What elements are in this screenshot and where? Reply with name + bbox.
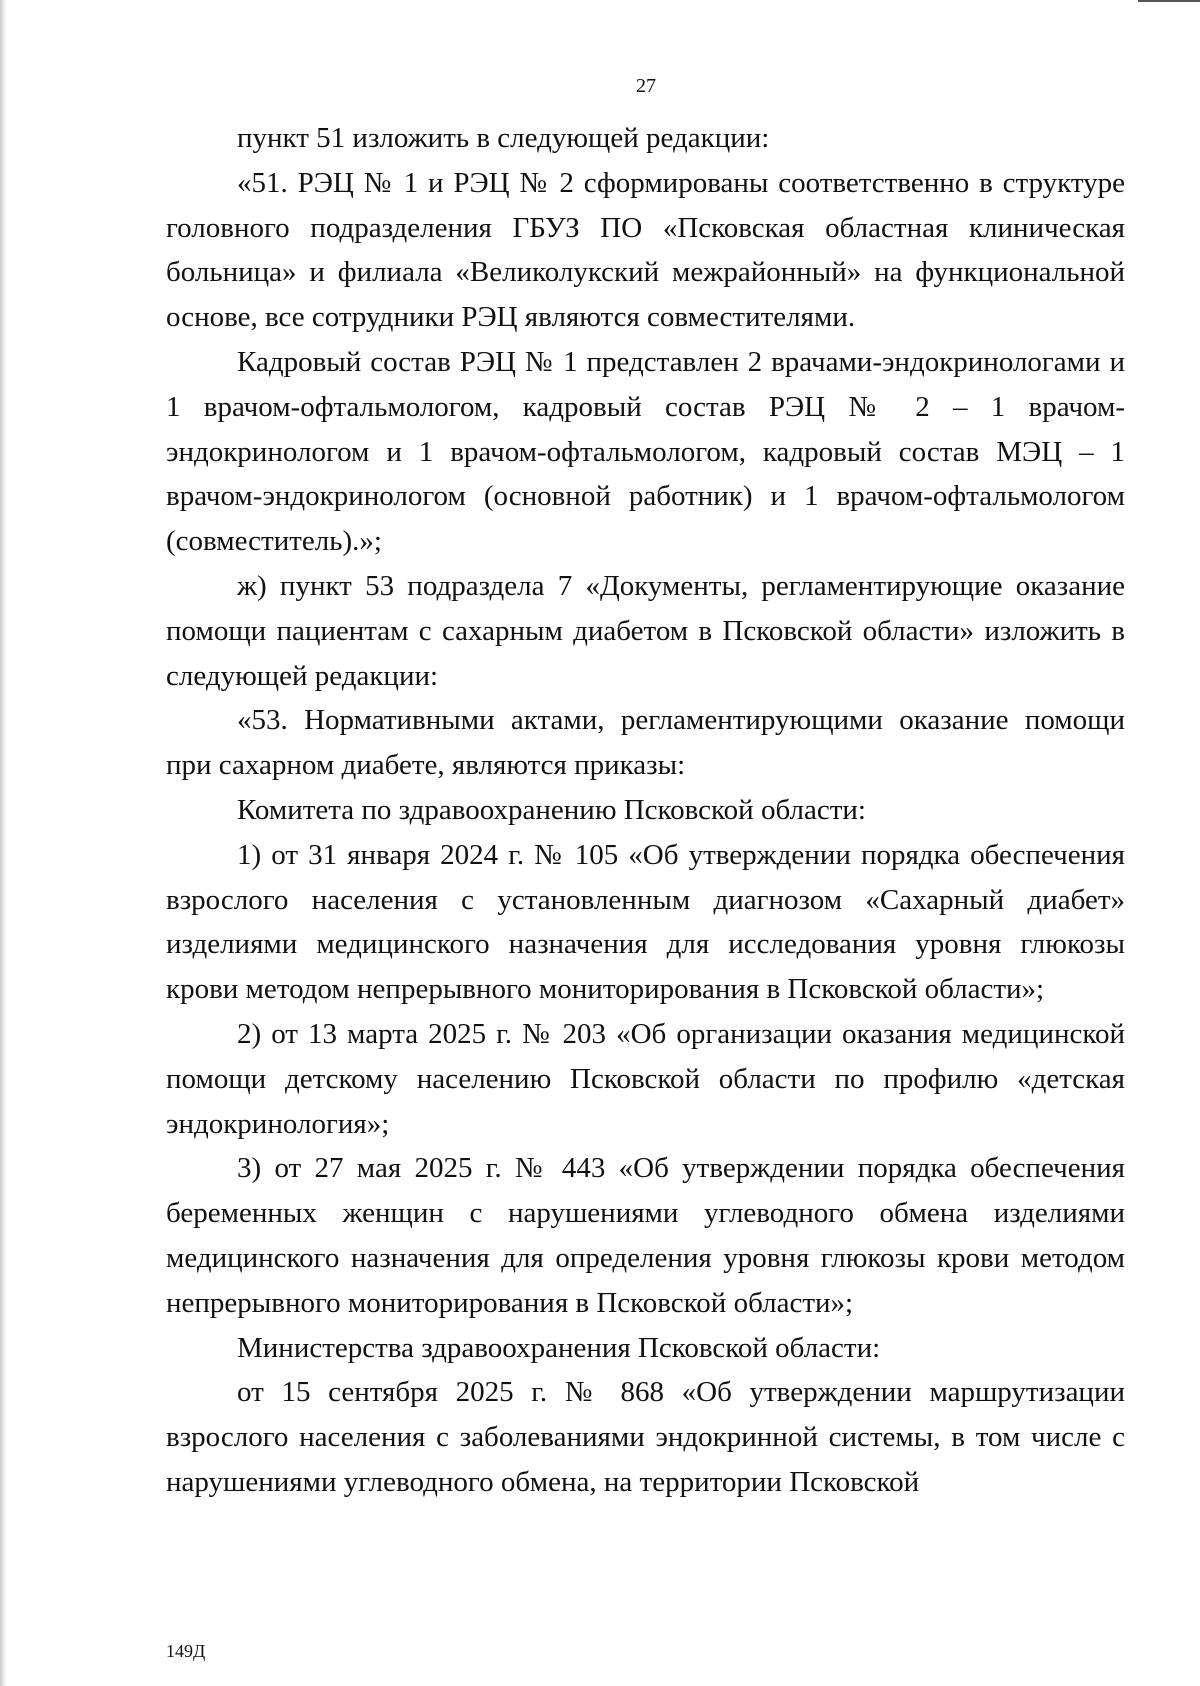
page-number: 27: [636, 75, 656, 97]
top-edge-mark: [1138, 0, 1200, 2]
paragraph: Министерства здравоохранения Псковской области:: [237, 1331, 881, 1364]
paragraph: Кадровый состав РЭЦ № 1 представлен 2 врачами-эндокринологами и 1 врачом-офтальмологом, кадровый состав РЭЦ № 2 – 1 врачом-эндокринологом и 1 врачом-офтальмологом, кадровый состав МЭЦ – 1 врачом-эндокринологом (основной работник) и 1 врачом-офтальмологом (совместитель).»;: [166, 345, 1125, 558]
paragraph: «51. РЭЦ № 1 и РЭЦ № 2 сформированы соответственно в структуре головного подразделения ГБУЗ ПО «Псковская областная клиническая больница» и филиала «Великолукский межрайонный» на функциональной основе, все сотрудники РЭЦ являются совместителями.: [166, 166, 1125, 334]
document-body: [166, 116, 1125, 1505]
paragraph: Комитета по здравоохранению Псковской области:: [237, 793, 866, 826]
paragraph: 1) от 31 января 2024 г. № 105 «Об утверждении порядка обеспечения взрослого населения с установленным диагнозом «Сахарный диабет» изделиями медицинского назначения для исследования уровня глюкозы крови методом непрерывного мониторирования в Псковской области»;: [166, 838, 1125, 1006]
paragraph: «53. Нормативными актами, регламентирующими оказание помощи при сахарном диабете, являются приказы:: [166, 704, 1125, 782]
paragraph: пункт 51 изложить в следующей редакции:: [237, 122, 770, 154]
document-code: 149Д: [166, 1641, 206, 1661]
paragraph: от 15 сентября 2025 г. № 868 «Об утверждении маршрутизации взрослого населения с заболеваниями эндокринной системы, в том числе с нарушениями углеводного обмена, на территории Псковской: [166, 1376, 1125, 1498]
paragraph: 3) от 27 мая 2025 г. № 443 «Об утверждении порядка обеспечения беременных женщин с нарушениями углеводного обмена изделиями медицинского назначения для определения уровня глюкозы крови методом непрерывного мониторирования в Псковской области»;: [166, 1152, 1125, 1319]
paragraph: ж) пункт 53 подраздела 7 «Документы, регламентирующие оказание помощи пациентам с сахарным диабетом в Псковской области» изложить в следующей редакции:: [166, 569, 1125, 692]
scan-edge-shadow: [0, 0, 7, 1686]
paragraph: 2) от 13 марта 2025 г. № 203 «Об организации оказания медицинской помощи детскому населению Псковской области по профилю «детская эндокринология»;: [166, 1017, 1125, 1140]
